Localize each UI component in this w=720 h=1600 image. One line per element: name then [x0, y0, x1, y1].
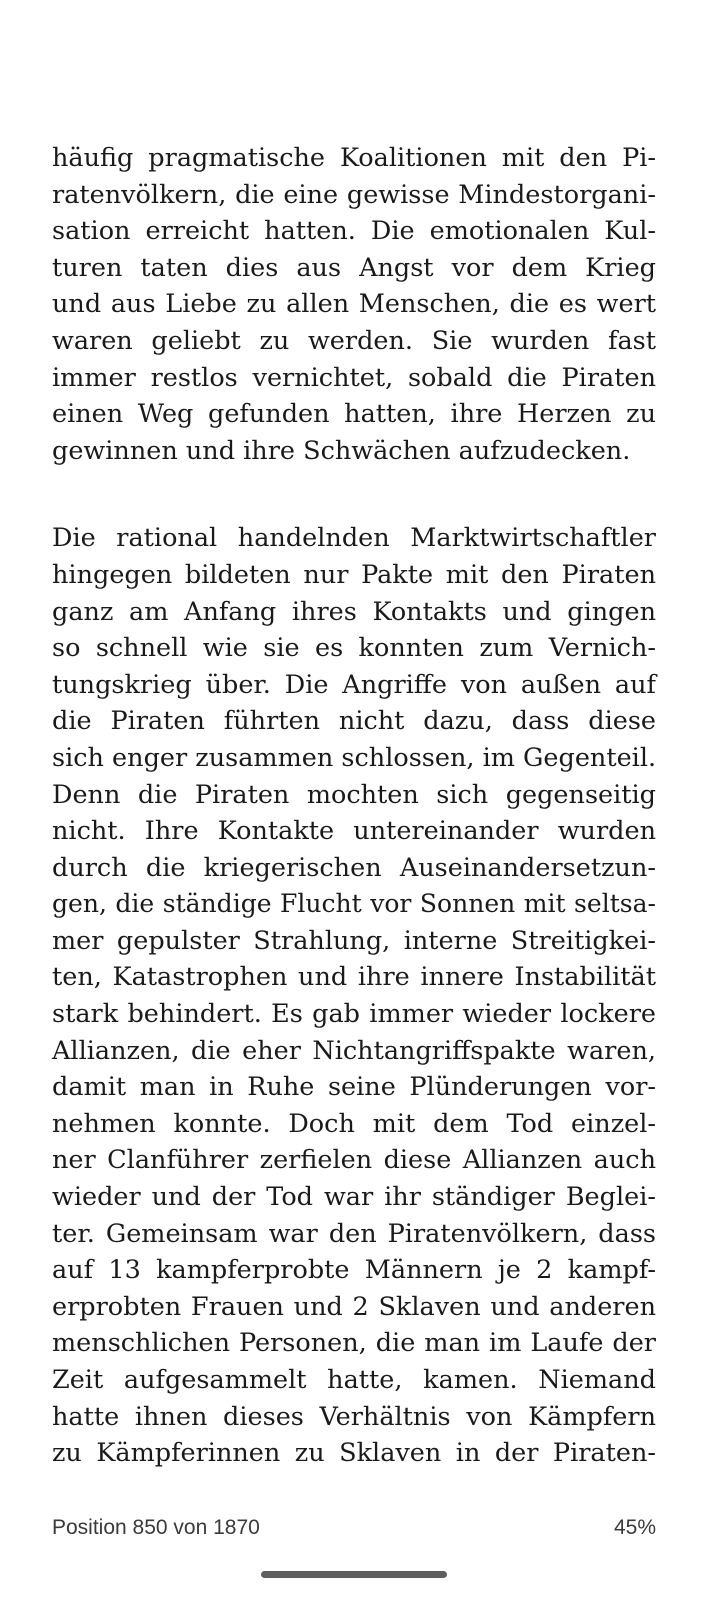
text-line: nicht. Ihre Kontakte untereinander wurden	[52, 816, 656, 847]
text-line: gen, die ständige Flucht vor Sonnen mit seltsa-	[52, 889, 656, 919]
text-line: Allianzen, die eher Nichtangriffspakte waren,	[52, 1035, 656, 1066]
text-line: Denn die Piraten mochten sich gegenseitig	[52, 779, 656, 810]
text-line: hatte ihnen dieses Verhältnis von Kämpfern	[52, 1401, 656, 1432]
text-line: turen taten dies aus Angst vor dem Krieg	[52, 252, 656, 283]
text-line: immer restlos vernichtet, sobald die Piraten	[52, 362, 656, 393]
paragraph-1	[52, 140, 656, 469]
text-line: ratenvölkern, die eine gewisse Mindestorgani-	[52, 179, 656, 210]
text-line: damit man in Ruhe seine Plünderungen vor-	[52, 1072, 656, 1103]
text-line: waren geliebt zu werden. Sie wurden fast	[52, 325, 656, 356]
book-text	[52, 140, 656, 1472]
text-line: mer gepulster Strahlung, interne Streitigkei-	[52, 925, 656, 956]
text-line: so schnell wie sie es konnten zum Vernich-	[52, 633, 656, 664]
text-line: die Piraten führten nicht dazu, dass diese	[52, 706, 656, 737]
paragraph-spacer	[52, 469, 656, 520]
text-line: häufig pragmatische Koalitionen mit den Pi-	[52, 143, 656, 173]
reading-progress-footer[interactable]	[52, 1516, 656, 1542]
text-line: menschlichen Personen, die man im Laufe der	[52, 1328, 656, 1359]
text-line: Zeit aufgesammelt hatte, kamen. Niemand	[52, 1365, 656, 1395]
text-line: nehmen konnte. Doch mit dem Tod einzel-	[52, 1108, 656, 1139]
text-line: Die rational handelnden Marktwirtschaftler	[52, 523, 656, 554]
text-line: ganz am Anfang ihres Kontakts und gingen	[52, 596, 656, 627]
text-line: wieder und der Tod war ihr ständiger Beglei-	[52, 1182, 656, 1213]
text-line: einen Weg gefunden hatten, ihre Herzen zu	[52, 399, 656, 430]
text-line: tungskrieg über. Die Angriffe von außen auf	[52, 669, 656, 700]
text-line: sich enger zusammen schlossen, im Gegenteil.	[52, 742, 657, 773]
text-line: ten, Katastrophen und ihre innere Instabilität	[52, 962, 656, 993]
text-line: ner Clanführer zerfielen diese Allianzen auch	[52, 1145, 656, 1176]
text-line: auf 13 kampferprobte Männern je 2 kampf-	[52, 1255, 656, 1286]
home-indicator-bar[interactable]	[261, 1571, 447, 1578]
location-indicator[interactable]: Position 850 von 1870	[52, 1516, 260, 1539]
text-line: durch die kriegerischen Auseinandersetzun-	[52, 852, 656, 883]
paragraph-2	[52, 520, 656, 1471]
text-line: stark behindert. Es gab immer wieder lockere	[52, 999, 656, 1030]
text-line: sation erreicht hatten. Die emotionalen Kul-	[52, 216, 656, 247]
progress-percent: 45%	[613, 1516, 656, 1539]
text-line: ter. Gemeinsam war den Piratenvölkern, dass	[52, 1218, 656, 1249]
text-line: und aus Liebe zu allen Menschen, die es wert	[52, 289, 656, 320]
text-line: erprobten Frauen und 2 Sklaven und anderen	[52, 1291, 656, 1322]
text-line: gewinnen und ihre Schwächen aufzudecken.	[52, 435, 631, 466]
text-line: hingegen bildeten nur Pakte mit den Piraten	[52, 559, 656, 590]
text-line: zu Kämpferinnen zu Sklaven in der Piraten-	[52, 1438, 656, 1469]
